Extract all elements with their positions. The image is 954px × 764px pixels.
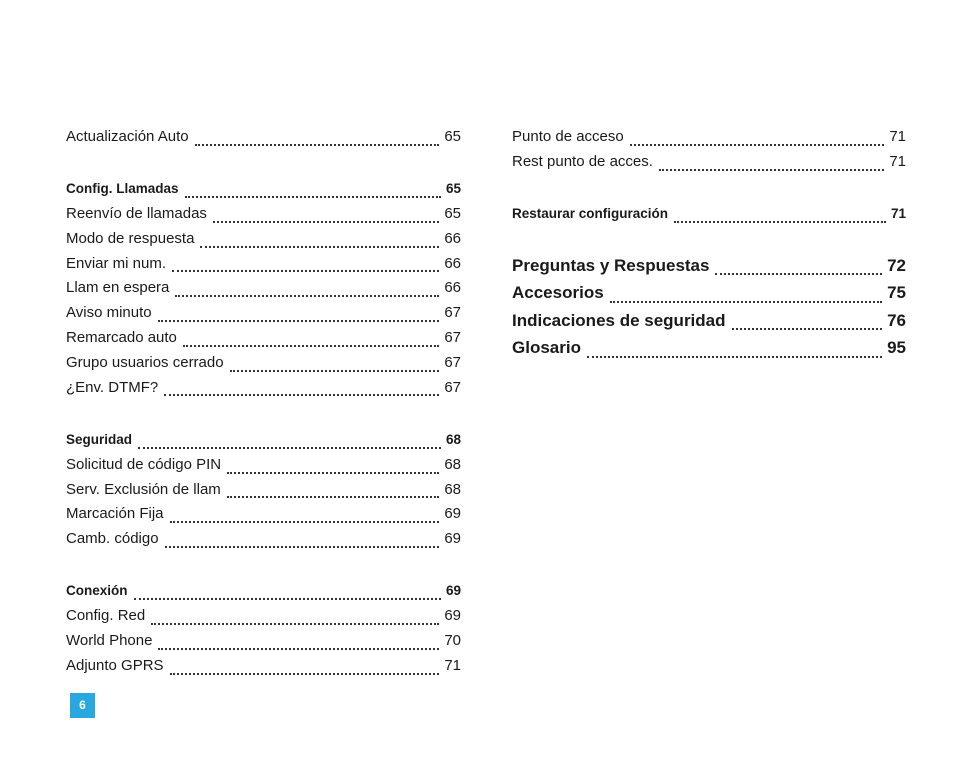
toc-entry-title: Camb. código <box>66 530 159 548</box>
toc-entry-page: 69 <box>444 607 461 625</box>
toc-entry-title: Solicitud de código PIN <box>66 455 222 473</box>
toc-entry-page: 95 <box>887 338 906 358</box>
dot-leader <box>674 220 886 223</box>
page-number-badge: 6 <box>70 693 95 718</box>
dot-leader <box>170 672 440 675</box>
toc-entry-title: Rest punto de acces. <box>512 152 653 170</box>
toc-entry-page: 72 <box>887 255 906 275</box>
dot-leader <box>183 344 439 347</box>
toc-entry-title: Seguridad <box>66 431 133 447</box>
toc-entry-page: 67 <box>444 304 461 322</box>
toc-entry-page: 71 <box>889 128 906 145</box>
toc-entry-title: Config. Llamadas <box>66 181 179 197</box>
dot-leader <box>715 272 882 275</box>
toc-spacer <box>512 227 906 252</box>
dot-leader <box>200 245 439 248</box>
toc-entry-page: 67 <box>444 329 461 347</box>
dot-leader <box>230 369 440 372</box>
toc-entry-title: Config. Red <box>66 607 146 625</box>
dot-leader <box>158 647 439 650</box>
toc-entry-title: Serv. Exclusión de llam <box>66 480 221 498</box>
toc-section-conexion[interactable] <box>66 579 461 604</box>
toc-entry-camb-codigo[interactable] <box>66 527 461 552</box>
toc-entry-remarcado-auto[interactable] <box>66 326 461 351</box>
toc-entry-title: ¿Env. DTMF? <box>66 378 159 396</box>
dot-leader <box>227 495 440 498</box>
toc-entry-enviar-mi-num[interactable] <box>66 252 461 277</box>
toc-entry-page: 71 <box>444 656 461 674</box>
toc-entry-page: 66 <box>444 254 461 272</box>
dot-leader <box>227 471 439 474</box>
toc-entry-page: 65 <box>444 128 461 145</box>
dot-leader <box>175 294 439 297</box>
toc-section-accesorios[interactable] <box>512 279 906 307</box>
toc-section-preguntas-y-respuestas[interactable] <box>512 252 906 280</box>
toc-entry-page: 68 <box>444 455 461 473</box>
toc-entry-title: World Phone <box>66 632 153 650</box>
toc-entry-page: 67 <box>444 353 461 371</box>
dot-leader <box>172 269 439 272</box>
toc-entry-title: Restaurar configuración <box>512 206 669 222</box>
toc-entry-config-red[interactable] <box>66 604 461 629</box>
toc-entry-page: 69 <box>444 530 461 548</box>
toc-entry-title: Adjunto GPRS <box>66 656 164 674</box>
toc-entry-page: 65 <box>444 205 461 223</box>
dot-leader <box>165 545 440 548</box>
toc-entry-adjunto-gprs[interactable] <box>66 654 461 679</box>
toc-entry-title: Enviar mi num. <box>66 254 167 272</box>
toc-entry-page: 65 <box>445 181 461 197</box>
toc-entry-title: Accesorios <box>512 283 604 303</box>
dot-leader <box>164 393 439 396</box>
toc-section-indicaciones-de-seguridad[interactable] <box>512 307 906 335</box>
toc-entry-title: Grupo usuarios cerrado <box>66 353 224 371</box>
toc-entry-env-dtmf[interactable] <box>66 376 461 401</box>
toc-entry-title: Llam en espera <box>66 279 170 297</box>
dot-leader <box>659 168 884 171</box>
dot-leader <box>158 319 440 322</box>
toc-entry-page: 71 <box>889 152 906 170</box>
toc-entry-title: Marcación Fija <box>66 505 164 523</box>
dot-leader <box>138 446 441 449</box>
toc-entry-title: Indicaciones de seguridad <box>512 310 726 330</box>
toc-entry-grupo-usuarios-cerrado[interactable] <box>66 351 461 376</box>
dot-leader <box>610 300 882 303</box>
toc-entry-page: 70 <box>444 632 461 650</box>
toc-entry-page: 69 <box>444 505 461 523</box>
toc-entry-title: Conexión <box>66 583 128 599</box>
toc-spacer <box>66 150 461 178</box>
toc-entry-title: Actualización Auto <box>66 128 189 145</box>
toc-entry-page: 69 <box>445 583 461 599</box>
toc-entry-page: 76 <box>887 310 906 330</box>
toc-entry-actualizacion-auto[interactable] <box>66 125 461 150</box>
toc-spacer <box>66 400 461 428</box>
toc-entry-punto-de-acceso[interactable] <box>512 125 906 150</box>
toc-entry-serv-exclusion-de-llam[interactable] <box>66 478 461 503</box>
toc-entry-title: Preguntas y Respuestas <box>512 255 710 275</box>
dot-leader <box>195 143 440 146</box>
dot-leader <box>170 520 440 523</box>
toc-section-restaurar-configuracion[interactable] <box>512 202 906 227</box>
dot-leader <box>134 597 441 600</box>
toc-left-column <box>66 125 461 679</box>
toc-section-glosario[interactable] <box>512 334 906 362</box>
dot-leader <box>151 622 439 625</box>
toc-entry-page: 68 <box>444 480 461 498</box>
toc-entry-reenvio-de-llamadas[interactable] <box>66 202 461 227</box>
toc-entry-title: Remarcado auto <box>66 329 177 347</box>
dot-leader <box>185 195 441 198</box>
toc-entry-page: 75 <box>887 283 906 303</box>
toc-section-seguridad[interactable] <box>66 428 461 453</box>
toc-entry-aviso-minuto[interactable] <box>66 301 461 326</box>
toc-entry-title: Modo de respuesta <box>66 229 195 247</box>
dot-leader <box>587 355 882 358</box>
toc-right-column <box>512 125 906 362</box>
toc-entry-title: Glosario <box>512 338 581 358</box>
dot-leader <box>732 327 883 330</box>
toc-entry-title: Punto de acceso <box>512 128 624 145</box>
toc-entry-page: 71 <box>890 206 906 222</box>
toc-entry-modo-de-respuesta[interactable] <box>66 227 461 252</box>
dot-leader <box>213 220 439 223</box>
toc-entry-title: Reenvío de llamadas <box>66 205 207 223</box>
toc-entry-marcacion-fija[interactable] <box>66 502 461 527</box>
toc-spacer <box>512 175 906 203</box>
toc-spacer <box>66 552 461 580</box>
toc-entry-llam-en-espera[interactable] <box>66 276 461 301</box>
toc-section-config-llamadas[interactable] <box>66 177 461 202</box>
toc-entry-page: 66 <box>444 229 461 247</box>
toc-entry-world-phone[interactable] <box>66 629 461 654</box>
toc-entry-page: 68 <box>445 431 461 447</box>
toc-entry-rest-punto-de-acces[interactable] <box>512 150 906 175</box>
toc-entry-page: 66 <box>444 279 461 297</box>
toc-entry-solicitud-de-codigo-pin[interactable] <box>66 453 461 478</box>
toc-entry-title: Aviso minuto <box>66 304 152 322</box>
toc-entry-page: 67 <box>444 378 461 396</box>
dot-leader <box>630 143 885 146</box>
